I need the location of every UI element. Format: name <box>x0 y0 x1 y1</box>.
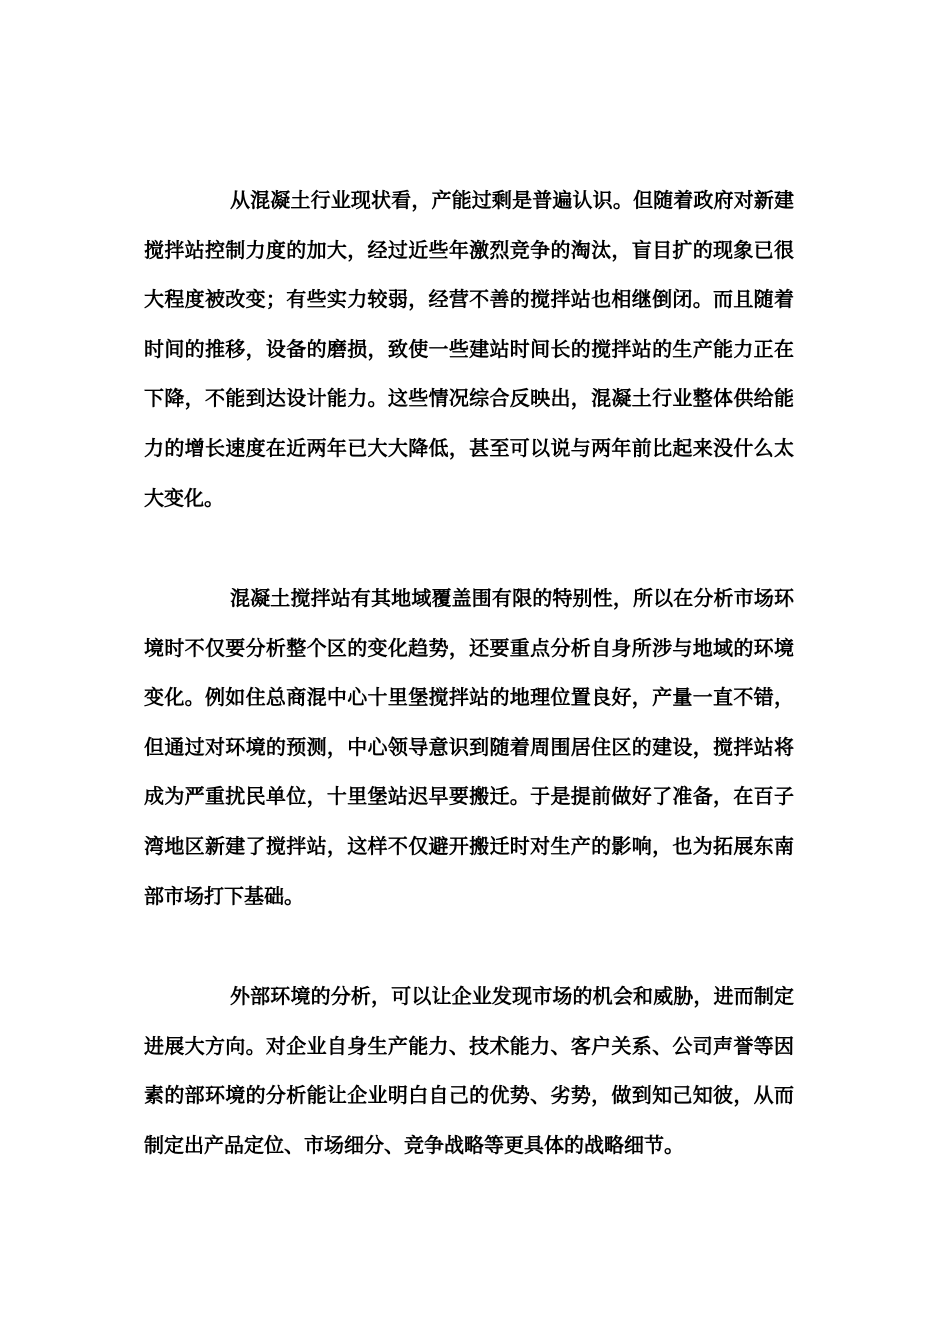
paragraph-industry-status: 从混凝土行业现状看，产能过剩是普遍认识。但随着政府对新建搅拌站控制力度的加大，经过近些年激烈竞争的淘汰，盲目扩的现象已很大程度被改变；有些实力较弱，经营不善的搅拌站也相继倒闭。而且随着时间的推移，设备的磨损，致使一些建站时间长的搅拌站的生产能力正在下降，不能到达设计能力。这些情况综合反映出，混凝土行业整体供给能力的增长速度在近两年已大大降低，甚至可以说与两年前比起来没什么太大变化。 <box>144 188 794 510</box>
paragraph-regional-analysis: 混凝土搅拌站有其地域覆盖围有限的特别性，所以在分析市场环境时不仅要分析整个区的变化趋势，还要重点分析自身所涉与地域的环境变化。例如住总商混中心十里堡搅拌站的地理位置良好，产量一直不错，但通过对环境的预测，中心领导意识到随着周围居住区的建设，搅拌站将成为严重扰民单位，十里堡站迟早要搬迁。于是提前做好了准备，在百子湾地区新建了搅拌站，这样不仅避开搬迁时对生产的影响，也为拓展东南部市场打下基础。 <box>144 586 794 908</box>
paragraph-environment-analysis: 外部环境的分析，可以让企业发现市场的机会和威胁，进而制定进展大方向。对企业自身生产能力、技术能力、客户关系、公司声誉等因素的部环境的分析能让企业明白自己的优势、劣势，做到知己知彼，从而制定出产品定位、市场细分、竞争战略等更具体的战略细节。 <box>144 984 794 1157</box>
